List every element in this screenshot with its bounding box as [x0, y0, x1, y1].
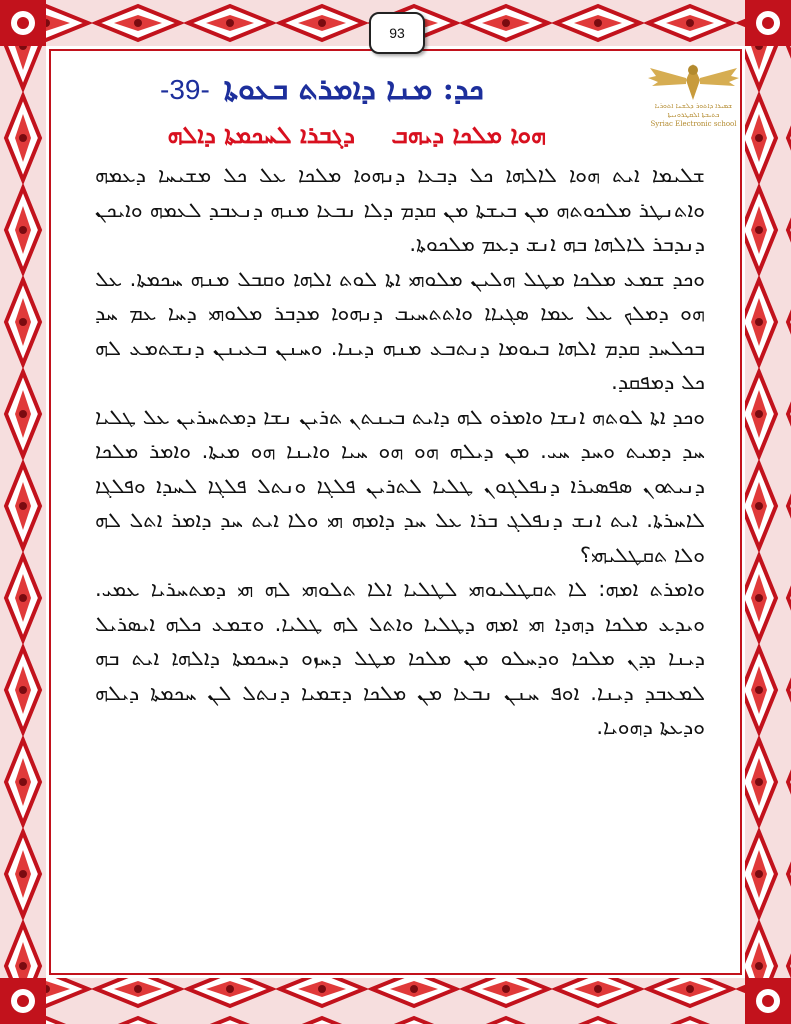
- corner-ornament-bottom-left: [0, 978, 46, 1024]
- winged-figure-emblem-icon: [646, 62, 741, 102]
- title-text: ܟܕ: ܡܢܐ ܕܐܡܪܬ ܒܥܘܬܐ: [223, 72, 484, 107]
- paragraph: ܘܟܕ ܫܡܥ ܡܠܟܐ ܡܛܠ ܗܠܝܢ ܡܠܘܗܝ ܐܬܐ ܠܘܬ ܐܠܗܐ ܘܩܒܠ ܡܢܗ ܚܟܡܬܐ. ܥܠ ܗܘ ܕܡܠܟ ܥܠ ܥܡܐ ܣܓܝܐܐ ܘܐܬܬܚܝܒ ܕܢܗܘܐ ܡܕܒܪ ܡܠܘܗܝ ܕܚܐ ܥܡ ܚܕ ܒܟܠܚܕ ܩܕܡ ܐܠܗܐ ܒܝܘܡܐ ܕܢܬܒܥ ܡܢܗ ܕܝܢܐ. ܘܚܢܢ ܒܥܝܢܢ ܕܢܫܬܡܥ ܠܗ ܟܠ ܕܡܦܩܕ.: [95, 266, 705, 394]
- title: [160, 72, 630, 107]
- paragraph: ܘܟܕ ܐܬܐ ܠܘܬܗ ܐܢܫܐ ܘܐܡܪܘ ܠܗ ܕܐܝܬ ܒܝܢܬܢ ܬܪܝܢ ܢܫܐ ܕܡܬܚܪܝܢ ܥܠ ܛܠܝܐ ܚܕ ܕܡܝܬ ܘܚܕ ܚܝ. ܡܢ ܕܝܠܗ ܗܘ ܗܘ ܚܝܐ ܘܐܝܢܐ ܗܘ ܡܝܬܐ. ܘܐܡܪ ܡܠܟܐ ܕܢܝܬܘܢ ܣܦܣܝܪܐ ܕܢܦܠܓܘܢ ܛܠܝܐ ܠܬܪܝܢ ܦܠܓܐ ܘܢܬܠ ܦܠܓܐ ܠܚܕܐ ܘܦܠܓܐ ܠܐܚܪܬܐ. ܐܝܬ ܐܢܫ ܕܢܦܠܓ ܒܪܐ ܥܠ ܚܕ ܕܐܡܗ ܗܝ ܘܠܐ ܐܝܬ ܚܕ ܕܐܡܪ ܐܬܠ ܠܗ ܘܠܐ ܬܩܛܠܝܗܝ؟: [95, 404, 705, 567]
- logo-caption: ܫܡܝܪܐ ܕܐܬܘܪ ܕܠܫܢܐ ܐܬܘܪܝܐ ܟܬܝܒܬܐ ܐܠܩܛܪܘܢܝܬܐ Syriac Electronic school: [650, 102, 737, 128]
- title-number: -39-: [160, 73, 210, 105]
- body-text: [95, 158, 705, 745]
- corner-ornament-bottom-right: [745, 978, 791, 1024]
- page-number: 93: [369, 12, 425, 54]
- paragraph: ܘܐܡܪܬ ܐܡܗ: ܠܐ ܬܩܛܠܝܘܗܝ ܠܛܠܝܐ ܐܠܐ ܬܠܘܗܝ ܠܗ ܗܝ ܕܡܬܚܪܝܐ ܥܡܝ. ܘܝܕܥ ܡܠܟܐ ܕܗܕܐ ܗܝ ܐܡܗ ܕܛܠܝܐ ܘܐܬܠ ܠܗ ܛܠܝܐ. ܘܫܡܥ ܟܠܗ ܐܝܣܪܝܠ ܕܝܢܐ ܕܕܢ ܡܠܟܐ ܘܕܚܠܘ ܡܢ ܡܠܟܐ ܡܛܠ ܕܚܙܘ ܕܚܟܡܬܐ ܕܐܠܗܐ ܐܝܬ ܒܗ ܠܡܥܒܕ ܕܝܢܐ. ܐܘܦ ܚܢܢ ܢܒܥܐ ܡܢ ܡܠܟܐ ܕܫܡܝܐ ܕܢܬܠ ܠܢ ܚܟܡܬܐ ܕܝܠܗ ܘܕܥܬܐ ܕܗܘܝܐ.: [95, 577, 705, 739]
- corner-ornament-top-left: [0, 0, 46, 46]
- corner-ornament-top-right: [745, 0, 791, 46]
- subtitle-part-1: ܗܘܐ ܡܠܟܐ ܕܝܗܒ: [391, 120, 546, 149]
- paragraph: ܫܠܝܡܐ ܐܝܬ ܗܘܐ ܠܐܠܗܐ ܟܠ ܕܒܥܐ ܕܢܗܘܐ ܡܠܟܐ ܥܠ ܟܠ ܡܫܝܚܐ ܕܥܡܗ ܘܐܬܢܛܪ ܡܠܟܘܬܗ ܡܢ ܒܝܫܬܐ ܡܢ ܩܕܡ ܕܠܐ ܢܒܥܐ ܡܢܗ ܕܢܥܒܕ ܠܥܡܗ ܘܐܝܟܢ ܕܢܕܒܪ ܠܐܠܗܐ ܒܗ ܐܢܫ ܕܥܡ ܡܠܟܘܬܐ.: [95, 163, 705, 256]
- subtitle-part-2: ܕܓܒܪܐ ܠܚܟܡܬܐ ܕܐܠܗ: [167, 120, 355, 149]
- logo: [646, 62, 741, 132]
- subtitle: [167, 120, 560, 149]
